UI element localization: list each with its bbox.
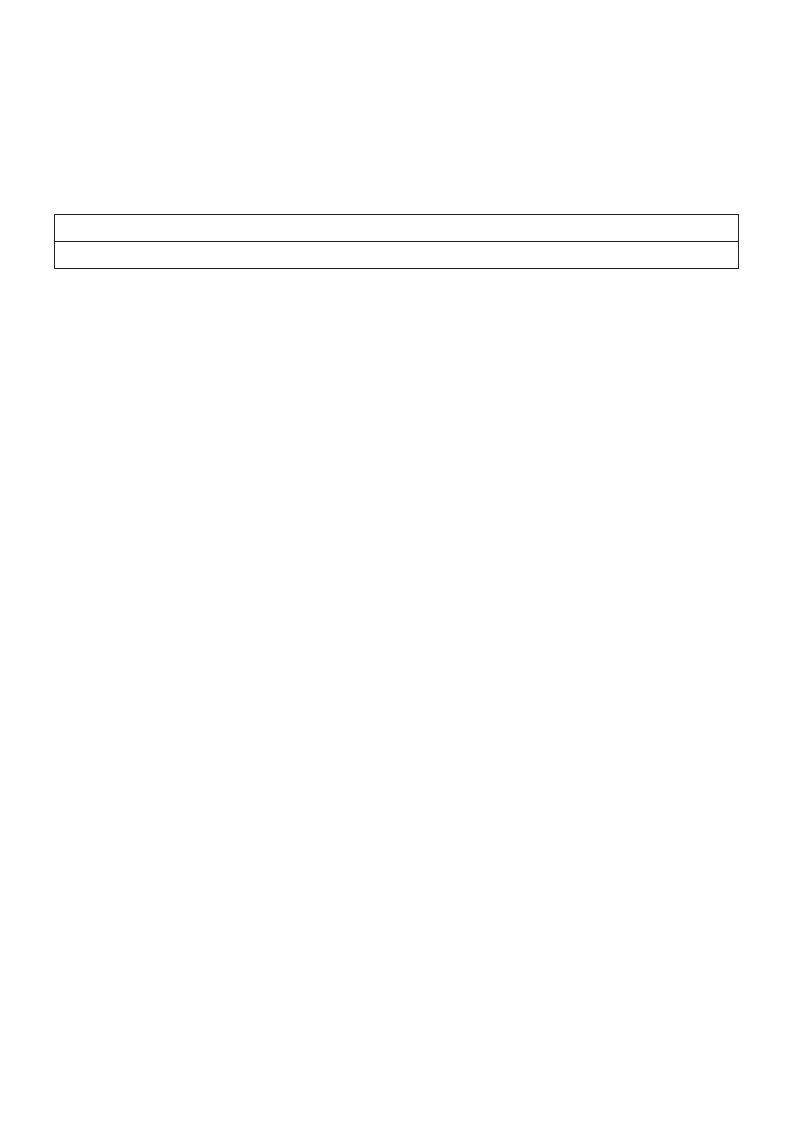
question-number-row bbox=[55, 215, 739, 242]
row-label-number bbox=[55, 215, 739, 242]
answer-table bbox=[54, 214, 739, 269]
row-label-option bbox=[55, 242, 739, 269]
answer-option-row bbox=[55, 242, 739, 269]
